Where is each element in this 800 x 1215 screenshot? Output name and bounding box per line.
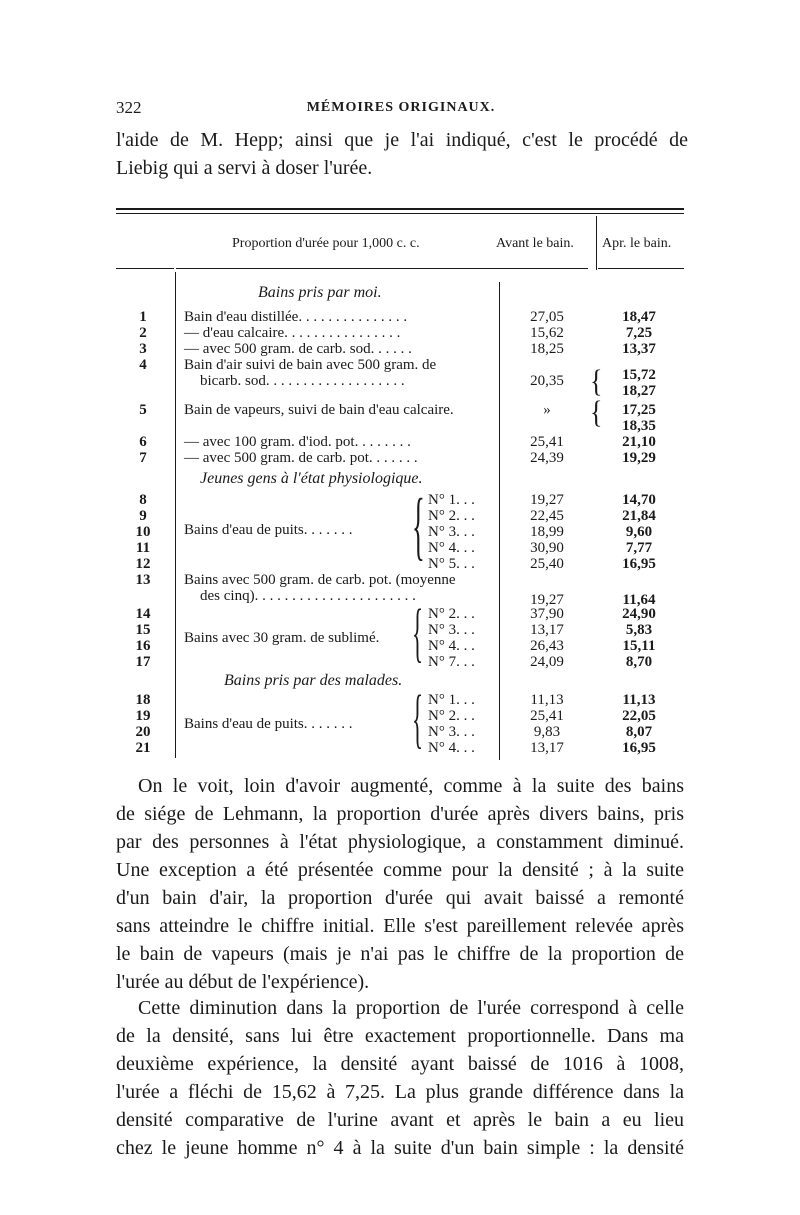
text-line: l'aide de M. Hepp; ainsi que je l'ai indiqué, c'est le procédé de	[116, 129, 688, 151]
intro-text	[116, 126, 688, 182]
row-desc: Bain d'eau distillée. . . . . . . . . . . . . . .	[184, 309, 408, 325]
value-avant: 18,25	[530, 341, 564, 357]
row-sub: N° 1. . .	[428, 492, 475, 508]
text-line: sans atteindre le chiffre initial. Elle s'est pareillement relevée après	[116, 915, 684, 937]
value-avant: 13,17	[530, 740, 564, 756]
header-apres: Apr. le bain.	[602, 236, 672, 251]
value-avant: 15,62	[530, 325, 564, 341]
value-avant: 22,45	[530, 508, 564, 524]
value-avant: 26,43	[530, 638, 564, 654]
value-apres: 9,60	[625, 524, 653, 540]
brace-icon: {	[590, 364, 603, 399]
value-apres: 8,07	[625, 724, 653, 740]
row-sub: N° 1. . .	[428, 692, 475, 708]
row-desc-cont: bicarb. sod. . . . . . . . . . . . . . . . . . .	[200, 373, 405, 389]
value-apres: 13,37	[622, 341, 656, 357]
value-avant: 30,90	[530, 540, 564, 556]
row-desc: Bains avec 500 gram. de carb. pot. (moyenne	[184, 572, 456, 588]
value-apres: 24,90	[622, 606, 656, 622]
row-number: 14	[135, 606, 151, 622]
row-sub: N° 3. . .	[428, 724, 475, 740]
value-apres: 16,95	[622, 556, 656, 572]
value-apres: 15,11	[622, 638, 656, 654]
text-line: On le voit, loin d'avoir augmenté, comme à la suite des bains	[138, 775, 684, 797]
value-apres: 17,25	[622, 402, 656, 418]
table-top-rule	[116, 208, 684, 210]
value-apres: 11,13	[622, 692, 656, 708]
row-sub: N° 4. . .	[428, 638, 475, 654]
row-desc: — d'eau calcaire. . . . . . . . . . . . . . . .	[184, 325, 401, 341]
row-number: 21	[135, 740, 151, 756]
running-head	[116, 98, 686, 122]
value-avant: 20,35	[530, 373, 564, 389]
row-number: 8	[139, 492, 147, 508]
text-line: le bain de vapeurs (mais je n'ai pas le chiffre de la proportion de	[116, 943, 684, 965]
value-avant: 25,41	[530, 434, 564, 450]
value-apres: 7,77	[625, 540, 653, 556]
section-title: Bains pris par moi.	[258, 284, 382, 301]
text-line: deuxième expérience, la densité ayant baissé de 1016 à 1008,	[116, 1053, 684, 1075]
row-number: 20	[135, 724, 151, 740]
text-line: densité comparative de l'urine avant et après le bain a eu lieu	[116, 1109, 684, 1131]
value-apres: 19,29	[622, 450, 656, 466]
row-sub: N° 2. . .	[428, 606, 475, 622]
value-apres: 18,47	[622, 309, 656, 325]
row-number: 19	[135, 708, 151, 724]
row-number: 3	[139, 341, 147, 357]
value-apres: 18,35	[622, 418, 656, 434]
row-sub: N° 4. . .	[428, 540, 475, 556]
value-avant: 27,05	[530, 309, 564, 325]
value-apres: 7,25	[625, 325, 653, 341]
value-avant: 19,27	[530, 492, 564, 508]
row-desc: Bain d'air suivi de bain avec 500 gram. de	[184, 357, 437, 373]
row-number: 4	[139, 357, 147, 373]
section-title: Bains pris par des malades.	[224, 672, 403, 689]
brace-icon: {	[412, 682, 424, 755]
row-number: 13	[135, 572, 151, 588]
row-desc-cont: des cinq). . . . . . . . . . . . . . . . . . . . . .	[200, 588, 416, 604]
row-number: 6	[139, 434, 147, 450]
row-number: 7	[139, 450, 147, 466]
value-avant: 11,13	[530, 692, 564, 708]
group-label: Bains avec 30 gram. de sublimé.	[184, 630, 380, 646]
value-avant: 24,09	[530, 654, 564, 670]
column-divider	[499, 282, 500, 760]
group-label: Bains d'eau de puits. . . . . . .	[184, 716, 353, 732]
row-number: 17	[135, 654, 151, 670]
text-line: l'urée a fléchi de 15,62 à 7,25. La plus grande différence dans la	[116, 1081, 684, 1103]
value-avant: »	[543, 402, 551, 418]
brace-icon: {	[412, 596, 424, 669]
value-apres: 15,72	[622, 367, 656, 383]
group-label: Bains d'eau de puits. . . . . . .	[184, 522, 353, 538]
row-sub: N° 3. . .	[428, 524, 475, 540]
value-apres: 22,05	[622, 708, 656, 724]
value-avant: 18,99	[530, 524, 564, 540]
row-number: 12	[135, 556, 151, 572]
text-line: Liebig qui a servi à doser l'urée.	[116, 157, 373, 179]
row-desc: — avec 500 gram. de carb. pot. . . . . . .	[184, 450, 418, 466]
value-apres: 11,64	[622, 592, 656, 608]
header-avant: Avant le bain.	[496, 236, 574, 251]
header-rule-left	[116, 268, 174, 269]
row-number: 1	[139, 309, 147, 325]
text-line: Une exception a été présentée comme pour la densité ; à la suite	[116, 859, 684, 881]
value-apres: 18,27	[622, 383, 656, 399]
brace-icon: {	[412, 484, 425, 568]
row-sub: N° 5. . .	[428, 556, 475, 572]
page-number: 322	[116, 98, 142, 117]
row-number: 2	[139, 325, 147, 341]
row-sub: N° 7. . .	[428, 654, 475, 670]
header-rule-mid	[176, 268, 588, 269]
row-number: 15	[135, 622, 151, 638]
value-avant: 25,41	[530, 708, 564, 724]
paragraph	[116, 994, 684, 1162]
value-apres: 8,70	[625, 654, 653, 670]
row-desc: — avec 500 gram. de carb. sod. . . . . .	[184, 341, 412, 357]
header-rule-right	[598, 268, 684, 269]
running-title: MÉMOIRES ORIGINAUX.	[306, 100, 496, 115]
value-apres: 21,10	[622, 434, 656, 450]
row-sub: N° 2. . .	[428, 508, 475, 524]
brace-icon: {	[590, 395, 603, 430]
value-avant: 13,17	[530, 622, 564, 638]
paragraph	[116, 772, 684, 996]
table-top-rule-thin	[116, 213, 684, 214]
value-apres: 16,95	[622, 740, 656, 756]
row-number: 18	[135, 692, 151, 708]
value-apres: 21,84	[622, 508, 656, 524]
text-line: par des personnes à l'état physiologique, a constamment diminué.	[116, 831, 684, 853]
row-number: 10	[135, 524, 151, 540]
row-number: 5	[139, 402, 147, 418]
value-avant: 24,39	[530, 450, 564, 466]
header-proportion: Proportion d'urée pour 1,000 c. c.	[232, 236, 420, 251]
row-sub: N° 4. . .	[428, 740, 475, 756]
section-title: Jeunes gens à l'état physiologique.	[200, 470, 423, 487]
text-line: de siége de Lehmann, la proportion d'urée après divers bains, pris	[116, 803, 684, 825]
row-number: 9	[139, 508, 147, 524]
value-apres: 14,70	[622, 492, 656, 508]
row-desc: Bain de vapeurs, suivi de bain d'eau calcaire.	[184, 402, 454, 418]
row-number: 16	[135, 638, 151, 654]
text-line: d'un bain d'air, la proportion d'urée qui avait baissé a remonté	[116, 887, 684, 909]
text-line: Cette diminution dans la proportion de l'urée correspond à celle	[138, 997, 684, 1019]
text-line: chez le jeune homme n° 4 à la suite d'un bain simple : la densité	[116, 1137, 684, 1159]
column-divider	[175, 272, 176, 758]
value-avant: 19,27	[530, 592, 564, 608]
value-avant: 37,90	[530, 606, 564, 622]
text-line: de la densité, sans lui être exactement proportionnelle. Dans ma	[116, 1025, 684, 1047]
text-line: l'urée au début de l'expérience).	[116, 971, 370, 993]
row-sub: N° 2. . .	[428, 708, 475, 724]
value-apres: 5,83	[625, 622, 653, 638]
row-sub: N° 3. . .	[428, 622, 475, 638]
column-divider	[596, 216, 597, 270]
row-number: 11	[135, 540, 151, 556]
value-avant: 9,83	[533, 724, 561, 740]
value-avant: 25,40	[530, 556, 564, 572]
row-desc: — avec 100 gram. d'iod. pot. . . . . . . .	[184, 434, 411, 450]
